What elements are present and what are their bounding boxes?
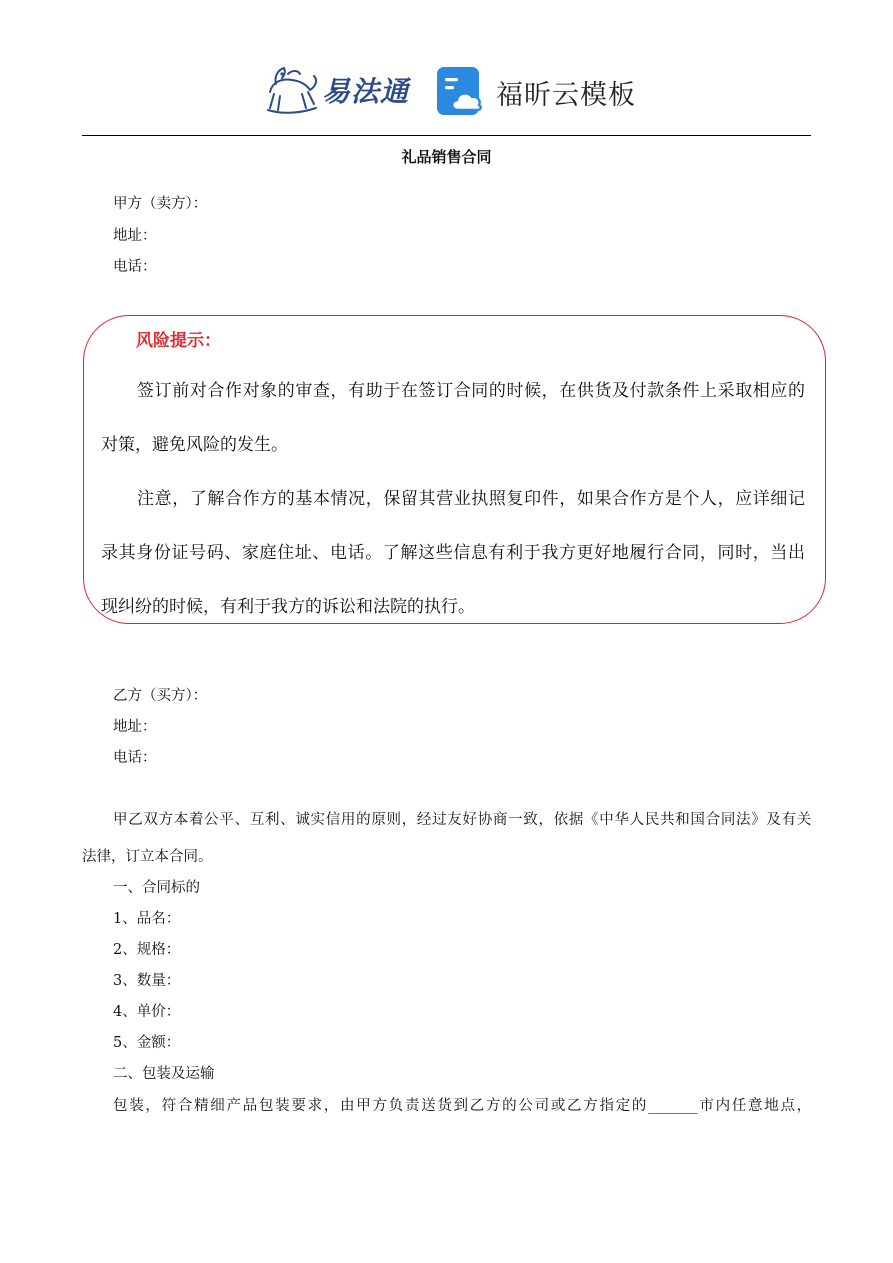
- section-1-item: 2、规格：: [113, 942, 181, 958]
- party-a-label: 甲方（卖方）：: [113, 196, 208, 212]
- section-1-item: 4、单价：: [113, 1004, 181, 1020]
- qilin-icon: [262, 62, 320, 118]
- party-a-phone: 电话：: [113, 259, 157, 275]
- header: [0, 58, 893, 128]
- logo2-text: 福昕云模板: [496, 79, 636, 111]
- risk-line-4: 录其身份证号码、家庭住址、电话。了解这些信息有利于我方更好地履行合同，同时，当出: [101, 543, 805, 563]
- party-b-label: 乙方（买方）：: [113, 688, 208, 704]
- document-title: 礼品销售合同: [401, 148, 492, 166]
- section-1-item: 5、金额：: [113, 1035, 181, 1051]
- intro-line-1: 甲乙双方本着公平、互利、诚实信用的原则，经过友好协商一致，依据《中华人民共和国合同法》及有关: [113, 812, 811, 828]
- party-b-address: 地址：: [113, 719, 157, 735]
- logo1-text: 易法通: [322, 75, 410, 108]
- risk-warning-title: 风险提示：: [136, 331, 221, 351]
- yifatong-logo: [262, 62, 409, 118]
- risk-line-3: 注意，了解合作方的基本情况，保留其营业执照复印件，如果合作方是个人，应详细记: [137, 489, 805, 509]
- foxit-logo: [436, 66, 636, 118]
- section-2-text: 包装，符合精细产品包装要求，由甲方负责送货到乙方的公司或乙方指定的_______市内任意地点，: [113, 1098, 811, 1114]
- cloud-doc-icon: [436, 66, 484, 118]
- intro-line-2: 法律，订立本合同。: [82, 849, 213, 865]
- header-divider: [82, 135, 811, 136]
- risk-line-2: 对策，避免风险的发生。: [101, 435, 288, 455]
- party-b-phone: 电话：: [113, 750, 157, 766]
- risk-line-1: 签订前对合作对象的审查，有助于在签订合同的时候，在供货及付款条件上采取相应的: [137, 381, 805, 401]
- risk-line-5: 现纠纷的时候，有利于我方的诉讼和法院的执行。: [101, 597, 475, 617]
- section-1-item: 3、数量：: [113, 973, 181, 989]
- section-1-item: 1、品名：: [113, 911, 181, 927]
- party-a-address: 地址：: [113, 228, 157, 244]
- section-2-heading: 二、包装及运输: [113, 1066, 215, 1082]
- section-1-heading: 一、合同标的: [113, 880, 200, 896]
- risk-warning-box: [83, 315, 826, 624]
